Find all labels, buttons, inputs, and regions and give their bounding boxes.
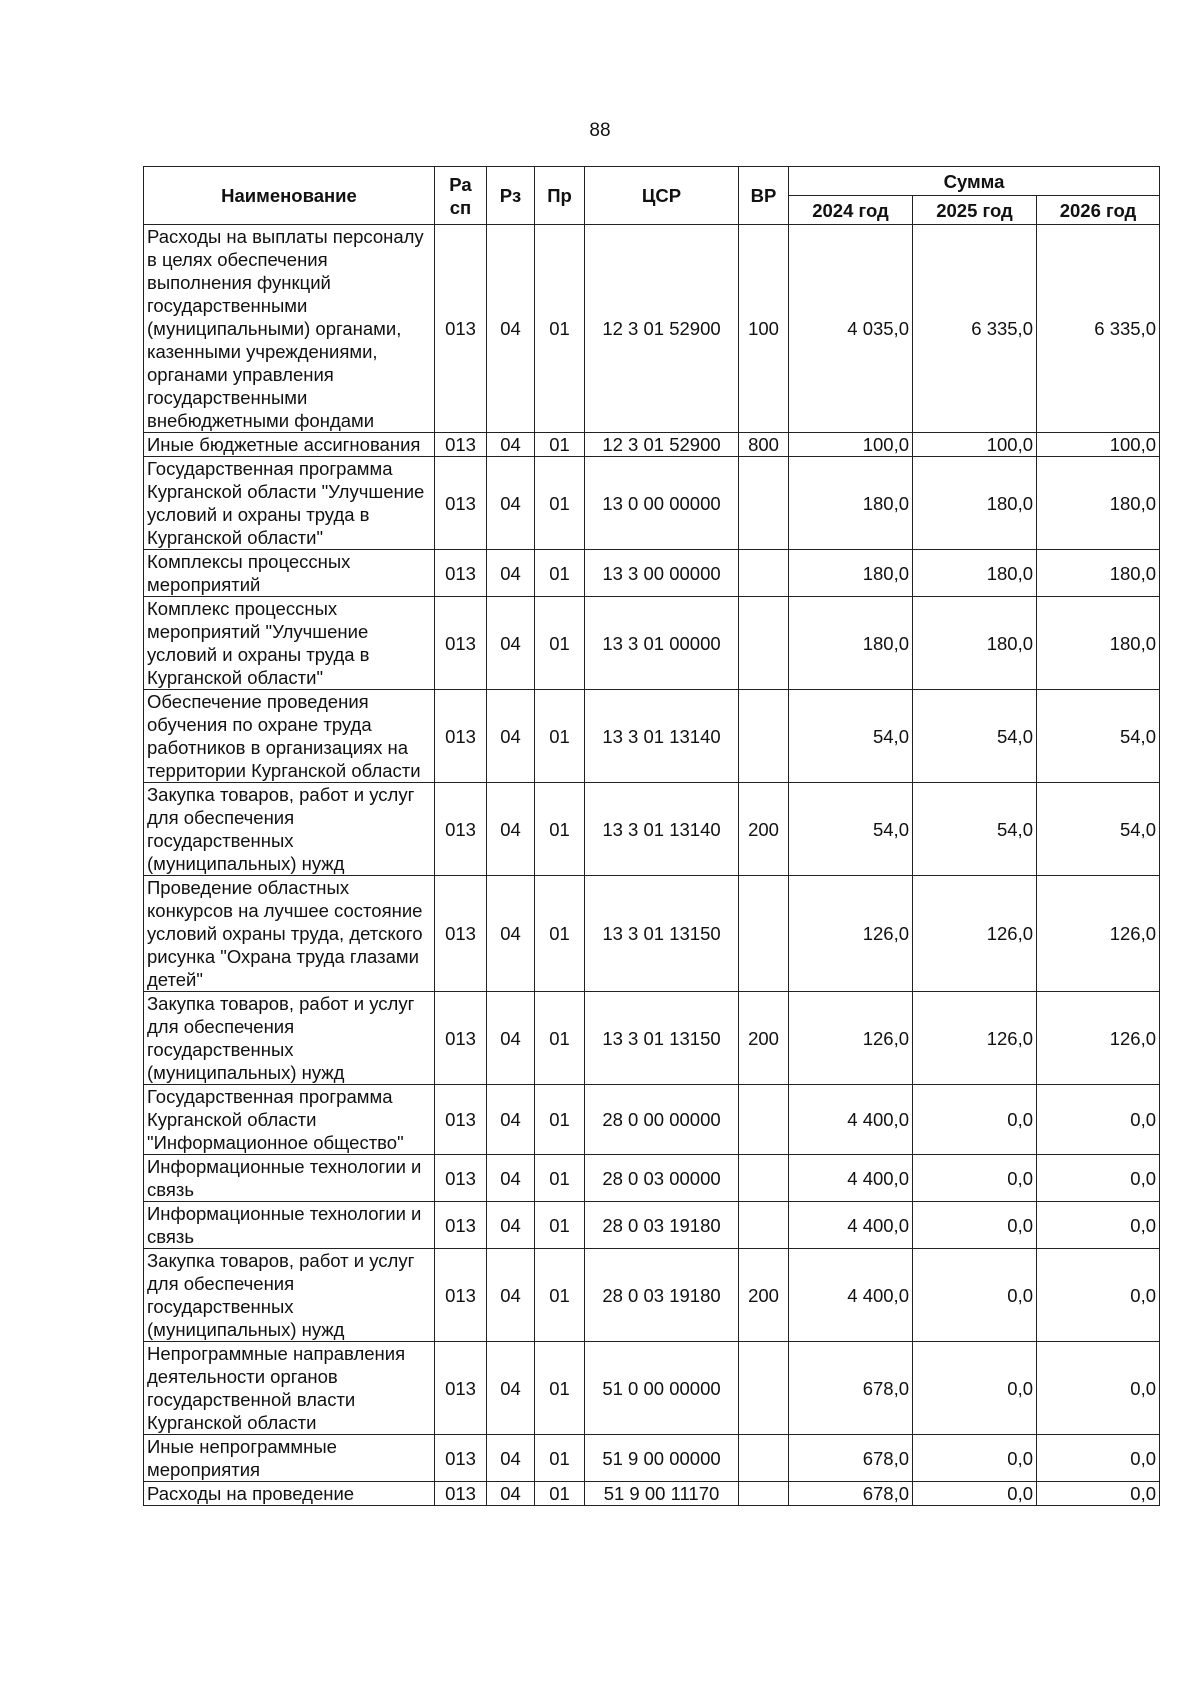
cell-pr: 01 bbox=[535, 992, 585, 1085]
cell-pr: 01 bbox=[535, 1085, 585, 1155]
cell-pr: 01 bbox=[535, 783, 585, 876]
cell-csr: 13 3 00 00000 bbox=[585, 550, 739, 597]
header-year-2026: 2026 год bbox=[1037, 196, 1160, 225]
table-row bbox=[144, 225, 1160, 433]
cell-vr bbox=[739, 1482, 789, 1506]
cell-rz: 04 bbox=[487, 992, 535, 1085]
cell-2024: 100,0 bbox=[789, 433, 913, 457]
cell-2025: 0,0 bbox=[913, 1085, 1037, 1155]
cell-2025: 0,0 bbox=[913, 1482, 1037, 1506]
cell-2026: 100,0 bbox=[1037, 433, 1160, 457]
table-row bbox=[144, 457, 1160, 550]
cell-2024: 678,0 bbox=[789, 1435, 913, 1482]
cell-2026: 0,0 bbox=[1037, 1342, 1160, 1435]
cell-vr: 200 bbox=[739, 783, 789, 876]
cell-2024: 126,0 bbox=[789, 992, 913, 1085]
cell-rz: 04 bbox=[487, 550, 535, 597]
cell-2025: 0,0 bbox=[913, 1342, 1037, 1435]
cell-name: Иные бюджетные ассигнования bbox=[144, 433, 435, 457]
cell-rz: 04 bbox=[487, 690, 535, 783]
cell-pr: 01 bbox=[535, 690, 585, 783]
cell-2024: 4 400,0 bbox=[789, 1202, 913, 1249]
budget-table bbox=[143, 166, 1160, 1506]
cell-name: Закупка товаров, работ и услуг для обеспечения государственных (муниципальных) нужд bbox=[144, 1249, 435, 1342]
header-year-2024: 2024 год bbox=[789, 196, 913, 225]
cell-vr: 800 bbox=[739, 433, 789, 457]
cell-rasp: 013 bbox=[435, 1482, 487, 1506]
cell-rz: 04 bbox=[487, 1202, 535, 1249]
cell-2024: 678,0 bbox=[789, 1482, 913, 1506]
cell-2026: 0,0 bbox=[1037, 1482, 1160, 1506]
table-row bbox=[144, 783, 1160, 876]
header-name: Наименование bbox=[144, 167, 435, 225]
cell-2025: 100,0 bbox=[913, 433, 1037, 457]
cell-csr: 28 0 00 00000 bbox=[585, 1085, 739, 1155]
cell-rz: 04 bbox=[487, 457, 535, 550]
cell-2024: 180,0 bbox=[789, 550, 913, 597]
cell-rz: 04 bbox=[487, 597, 535, 690]
cell-name: Комплекс процессных мероприятий "Улучшение условий и охраны труда в Курганской области" bbox=[144, 597, 435, 690]
cell-rasp: 013 bbox=[435, 550, 487, 597]
cell-csr: 12 3 01 52900 bbox=[585, 433, 739, 457]
table-row bbox=[144, 550, 1160, 597]
cell-pr: 01 bbox=[535, 1249, 585, 1342]
cell-vr bbox=[739, 597, 789, 690]
cell-2025: 180,0 bbox=[913, 457, 1037, 550]
cell-2026: 0,0 bbox=[1037, 1249, 1160, 1342]
cell-2025: 0,0 bbox=[913, 1435, 1037, 1482]
cell-rz: 04 bbox=[487, 876, 535, 992]
cell-rz: 04 bbox=[487, 225, 535, 433]
cell-vr: 200 bbox=[739, 1249, 789, 1342]
cell-rasp: 013 bbox=[435, 690, 487, 783]
header-rz: Рз bbox=[487, 167, 535, 225]
header-csr: ЦСР bbox=[585, 167, 739, 225]
cell-rasp: 013 bbox=[435, 1155, 487, 1202]
cell-pr: 01 bbox=[535, 1202, 585, 1249]
cell-csr: 51 9 00 00000 bbox=[585, 1435, 739, 1482]
cell-rz: 04 bbox=[487, 1155, 535, 1202]
cell-2025: 0,0 bbox=[913, 1155, 1037, 1202]
cell-csr: 28 0 03 00000 bbox=[585, 1155, 739, 1202]
cell-2026: 180,0 bbox=[1037, 550, 1160, 597]
cell-2025: 126,0 bbox=[913, 992, 1037, 1085]
cell-2025: 54,0 bbox=[913, 690, 1037, 783]
cell-2026: 0,0 bbox=[1037, 1155, 1160, 1202]
cell-vr bbox=[739, 1202, 789, 1249]
cell-rasp: 013 bbox=[435, 1202, 487, 1249]
cell-2025: 54,0 bbox=[913, 783, 1037, 876]
cell-2024: 678,0 bbox=[789, 1342, 913, 1435]
cell-csr: 13 0 00 00000 bbox=[585, 457, 739, 550]
header-year-2025: 2025 год bbox=[913, 196, 1037, 225]
cell-pr: 01 bbox=[535, 433, 585, 457]
table-row bbox=[144, 1482, 1160, 1506]
cell-2024: 126,0 bbox=[789, 876, 913, 992]
header-rasp: Ра сп bbox=[435, 167, 487, 225]
cell-vr bbox=[739, 1085, 789, 1155]
cell-pr: 01 bbox=[535, 876, 585, 992]
cell-2026: 126,0 bbox=[1037, 992, 1160, 1085]
cell-2026: 54,0 bbox=[1037, 783, 1160, 876]
cell-name: Государственная программа Курганской области "Улучшение условий и охраны труда в Курганской области" bbox=[144, 457, 435, 550]
cell-2024: 4 035,0 bbox=[789, 225, 913, 433]
cell-pr: 01 bbox=[535, 1482, 585, 1506]
cell-2024: 4 400,0 bbox=[789, 1085, 913, 1155]
cell-vr bbox=[739, 1342, 789, 1435]
cell-2024: 180,0 bbox=[789, 597, 913, 690]
cell-2026: 180,0 bbox=[1037, 457, 1160, 550]
cell-csr: 13 3 01 13150 bbox=[585, 876, 739, 992]
cell-name: Закупка товаров, работ и услуг для обеспечения государственных (муниципальных) нужд bbox=[144, 783, 435, 876]
table-row bbox=[144, 1435, 1160, 1482]
cell-rz: 04 bbox=[487, 1342, 535, 1435]
cell-vr bbox=[739, 1435, 789, 1482]
cell-rz: 04 bbox=[487, 1085, 535, 1155]
cell-rz: 04 bbox=[487, 1249, 535, 1342]
cell-csr: 13 3 01 13140 bbox=[585, 783, 739, 876]
cell-2026: 6 335,0 bbox=[1037, 225, 1160, 433]
cell-pr: 01 bbox=[535, 1155, 585, 1202]
header-pr: Пр bbox=[535, 167, 585, 225]
cell-vr: 100 bbox=[739, 225, 789, 433]
table-row bbox=[144, 1085, 1160, 1155]
cell-name: Информационные технологии и связь bbox=[144, 1155, 435, 1202]
cell-2025: 0,0 bbox=[913, 1249, 1037, 1342]
cell-name: Расходы на выплаты персоналу в целях обеспечения выполнения функций государственными (муниципальными) органами, казенными учреждениями, органами управления государственными внебюджетными фондами bbox=[144, 225, 435, 433]
cell-rasp: 013 bbox=[435, 1435, 487, 1482]
cell-rz: 04 bbox=[487, 433, 535, 457]
cell-2025: 126,0 bbox=[913, 876, 1037, 992]
header-vr: ВР bbox=[739, 167, 789, 225]
cell-2026: 180,0 bbox=[1037, 597, 1160, 690]
table-row bbox=[144, 992, 1160, 1085]
cell-csr: 51 0 00 00000 bbox=[585, 1342, 739, 1435]
cell-csr: 28 0 03 19180 bbox=[585, 1249, 739, 1342]
cell-2024: 4 400,0 bbox=[789, 1155, 913, 1202]
cell-rasp: 013 bbox=[435, 1342, 487, 1435]
cell-pr: 01 bbox=[535, 597, 585, 690]
cell-2024: 54,0 bbox=[789, 690, 913, 783]
cell-2026: 54,0 bbox=[1037, 690, 1160, 783]
cell-2025: 0,0 bbox=[913, 1202, 1037, 1249]
cell-rasp: 013 bbox=[435, 1085, 487, 1155]
cell-vr bbox=[739, 1155, 789, 1202]
cell-rasp: 013 bbox=[435, 457, 487, 550]
cell-vr bbox=[739, 457, 789, 550]
cell-vr: 200 bbox=[739, 992, 789, 1085]
table-row bbox=[144, 690, 1160, 783]
cell-pr: 01 bbox=[535, 1342, 585, 1435]
cell-2026: 0,0 bbox=[1037, 1435, 1160, 1482]
cell-name: Информационные технологии и связь bbox=[144, 1202, 435, 1249]
cell-vr bbox=[739, 550, 789, 597]
table-row bbox=[144, 1342, 1160, 1435]
cell-rasp: 013 bbox=[435, 433, 487, 457]
cell-csr: 51 9 00 11170 bbox=[585, 1482, 739, 1506]
cell-vr bbox=[739, 876, 789, 992]
table-row bbox=[144, 876, 1160, 992]
cell-2025: 180,0 bbox=[913, 597, 1037, 690]
cell-name: Проведение областных конкурсов на лучшее состояние условий охраны труда, детского рисунка "Охрана труда глазами детей" bbox=[144, 876, 435, 992]
table-row bbox=[144, 1155, 1160, 1202]
cell-csr: 13 3 01 00000 bbox=[585, 597, 739, 690]
cell-rz: 04 bbox=[487, 1482, 535, 1506]
table-row bbox=[144, 1249, 1160, 1342]
cell-2024: 180,0 bbox=[789, 457, 913, 550]
table-row bbox=[144, 1202, 1160, 1249]
cell-rasp: 013 bbox=[435, 1249, 487, 1342]
cell-name: Государственная программа Курганской области "Информационное общество" bbox=[144, 1085, 435, 1155]
table-row bbox=[144, 597, 1160, 690]
cell-name: Расходы на проведение bbox=[144, 1482, 435, 1506]
table-body bbox=[144, 225, 1160, 1506]
cell-2024: 4 400,0 bbox=[789, 1249, 913, 1342]
cell-name: Закупка товаров, работ и услуг для обеспечения государственных (муниципальных) нужд bbox=[144, 992, 435, 1085]
cell-rz: 04 bbox=[487, 1435, 535, 1482]
cell-2024: 54,0 bbox=[789, 783, 913, 876]
page-number: 88 bbox=[589, 120, 611, 141]
cell-csr: 12 3 01 52900 bbox=[585, 225, 739, 433]
cell-rasp: 013 bbox=[435, 225, 487, 433]
cell-name: Иные непрограммные мероприятия bbox=[144, 1435, 435, 1482]
table-header bbox=[144, 167, 1160, 225]
cell-name: Комплексы процессных мероприятий bbox=[144, 550, 435, 597]
cell-pr: 01 bbox=[535, 1435, 585, 1482]
cell-csr: 13 3 01 13150 bbox=[585, 992, 739, 1085]
cell-vr bbox=[739, 690, 789, 783]
cell-2026: 0,0 bbox=[1037, 1085, 1160, 1155]
cell-name: Обеспечение проведения обучения по охране труда работников в организациях на территории Курганской области bbox=[144, 690, 435, 783]
cell-pr: 01 bbox=[535, 550, 585, 597]
cell-rasp: 013 bbox=[435, 783, 487, 876]
cell-rasp: 013 bbox=[435, 992, 487, 1085]
cell-2026: 0,0 bbox=[1037, 1202, 1160, 1249]
cell-name: Непрограммные направления деятельности органов государственной власти Курганской области bbox=[144, 1342, 435, 1435]
cell-2026: 126,0 bbox=[1037, 876, 1160, 992]
table-row bbox=[144, 433, 1160, 457]
cell-csr: 13 3 01 13140 bbox=[585, 690, 739, 783]
header-sum: Сумма bbox=[789, 167, 1160, 196]
cell-rasp: 013 bbox=[435, 876, 487, 992]
cell-pr: 01 bbox=[535, 225, 585, 433]
cell-rz: 04 bbox=[487, 783, 535, 876]
cell-csr: 28 0 03 19180 bbox=[585, 1202, 739, 1249]
cell-rasp: 013 bbox=[435, 597, 487, 690]
cell-2025: 180,0 bbox=[913, 550, 1037, 597]
cell-pr: 01 bbox=[535, 457, 585, 550]
cell-2025: 6 335,0 bbox=[913, 225, 1037, 433]
